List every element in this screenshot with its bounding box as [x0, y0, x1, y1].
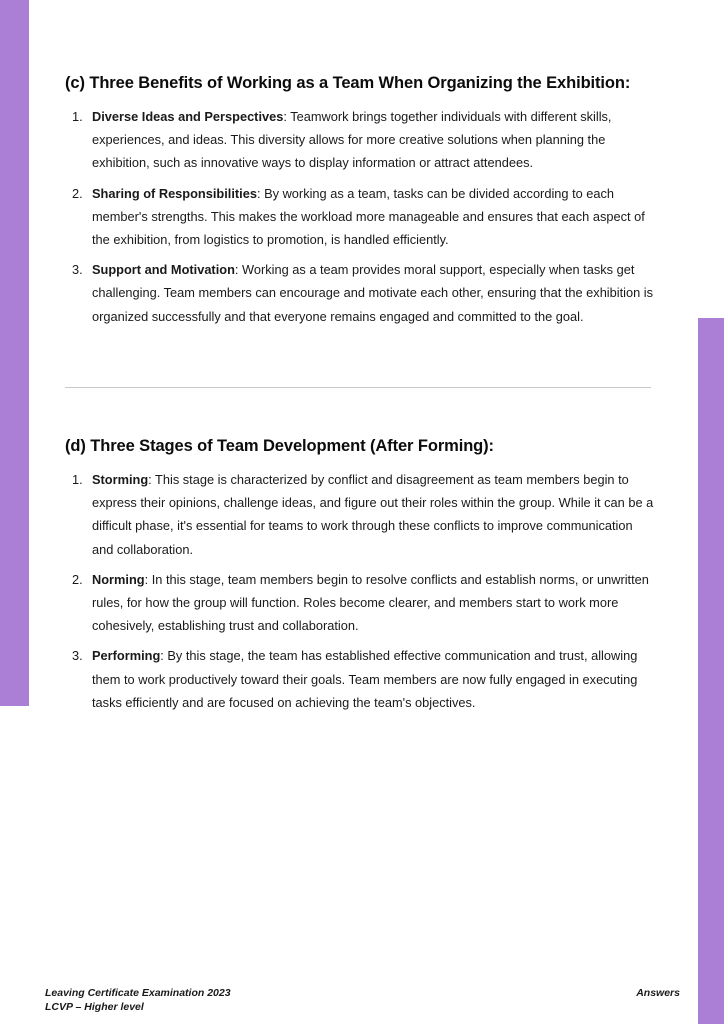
item-text: : In this stage, team members begin to resolve conflicts and establish norms, or unwritten rules, for how the group will function. Roles become clearer, and members start to work more cohesively, establishing trust and collaboration.	[92, 571, 649, 634]
list-item	[72, 182, 655, 252]
section-c-list	[65, 105, 655, 328]
item-term: Sharing of Responsibilities	[92, 185, 257, 201]
item-number: 2.	[72, 185, 83, 201]
item-number: 1.	[72, 109, 83, 124]
list-item	[72, 568, 655, 638]
left-accent-bar	[0, 0, 29, 706]
list-item	[72, 105, 655, 175]
list-item	[72, 468, 655, 561]
section-d-heading: (d) Three Stages of Team Development (After Forming):	[65, 437, 494, 455]
footer-level-line: LCVP – Higher level	[45, 1001, 144, 1013]
item-term: Norming	[92, 571, 145, 587]
section-d-list	[65, 468, 655, 714]
item-term: Diverse Ideas and Perspectives	[92, 109, 284, 124]
item-term: Support and Motivation	[92, 262, 235, 278]
section-c-heading: (c) Three Benefits of Working as a Team When Organizing the Exhibition:	[65, 74, 631, 92]
section-c	[65, 71, 655, 335]
item-text: : By this stage, the team has established effective communication and trust, allowing them to work productively toward their goals. Team members are now fully engaged in executing tasks efficiently and are focused on achieving the team's objectives.	[92, 648, 638, 710]
list-item	[72, 644, 655, 714]
item-number: 1.	[72, 472, 83, 487]
item-text: : Working as a team provides moral support, especially when tasks get challenging. Team members can encourage and motivate each other, ensuring that the exhibition is organized successfully and that everyone remains engaged and committed to the goal.	[92, 262, 654, 324]
item-number: 3.	[72, 262, 83, 278]
item-term: Performing	[92, 648, 161, 664]
section-divider	[65, 387, 651, 388]
footer-exam-line: Leaving Certificate Examination 2023	[45, 987, 231, 999]
item-text: : This stage is characterized by conflict and disagreement as team members begin to express their opinions, challenge ideas, and figure out their roles within the group. While it can be a difficult phase, it's essential for teams to work through these conflicts to improve communication and collaboration.	[92, 472, 654, 557]
right-accent-bar	[698, 318, 724, 1024]
list-item	[72, 258, 655, 328]
item-text: : By working as a team, tasks can be divided according to each member's strengths. This makes the workload more manageable and ensures that each aspect of the exhibition, from logistics to promotion, is handled efficiently.	[92, 185, 645, 248]
item-text: : Teamwork brings together individuals with different skills, experiences, and ideas. This diversity allows for more creative solutions when planning the exhibition, such as innovative ways to display information or attract attendees.	[92, 109, 612, 171]
footer-exam-info	[45, 986, 231, 1014]
item-term: Storming	[92, 472, 149, 487]
item-number: 3.	[72, 648, 83, 664]
footer-answers-label: Answers	[636, 987, 680, 999]
item-number: 2.	[72, 571, 83, 587]
section-d	[65, 434, 655, 721]
